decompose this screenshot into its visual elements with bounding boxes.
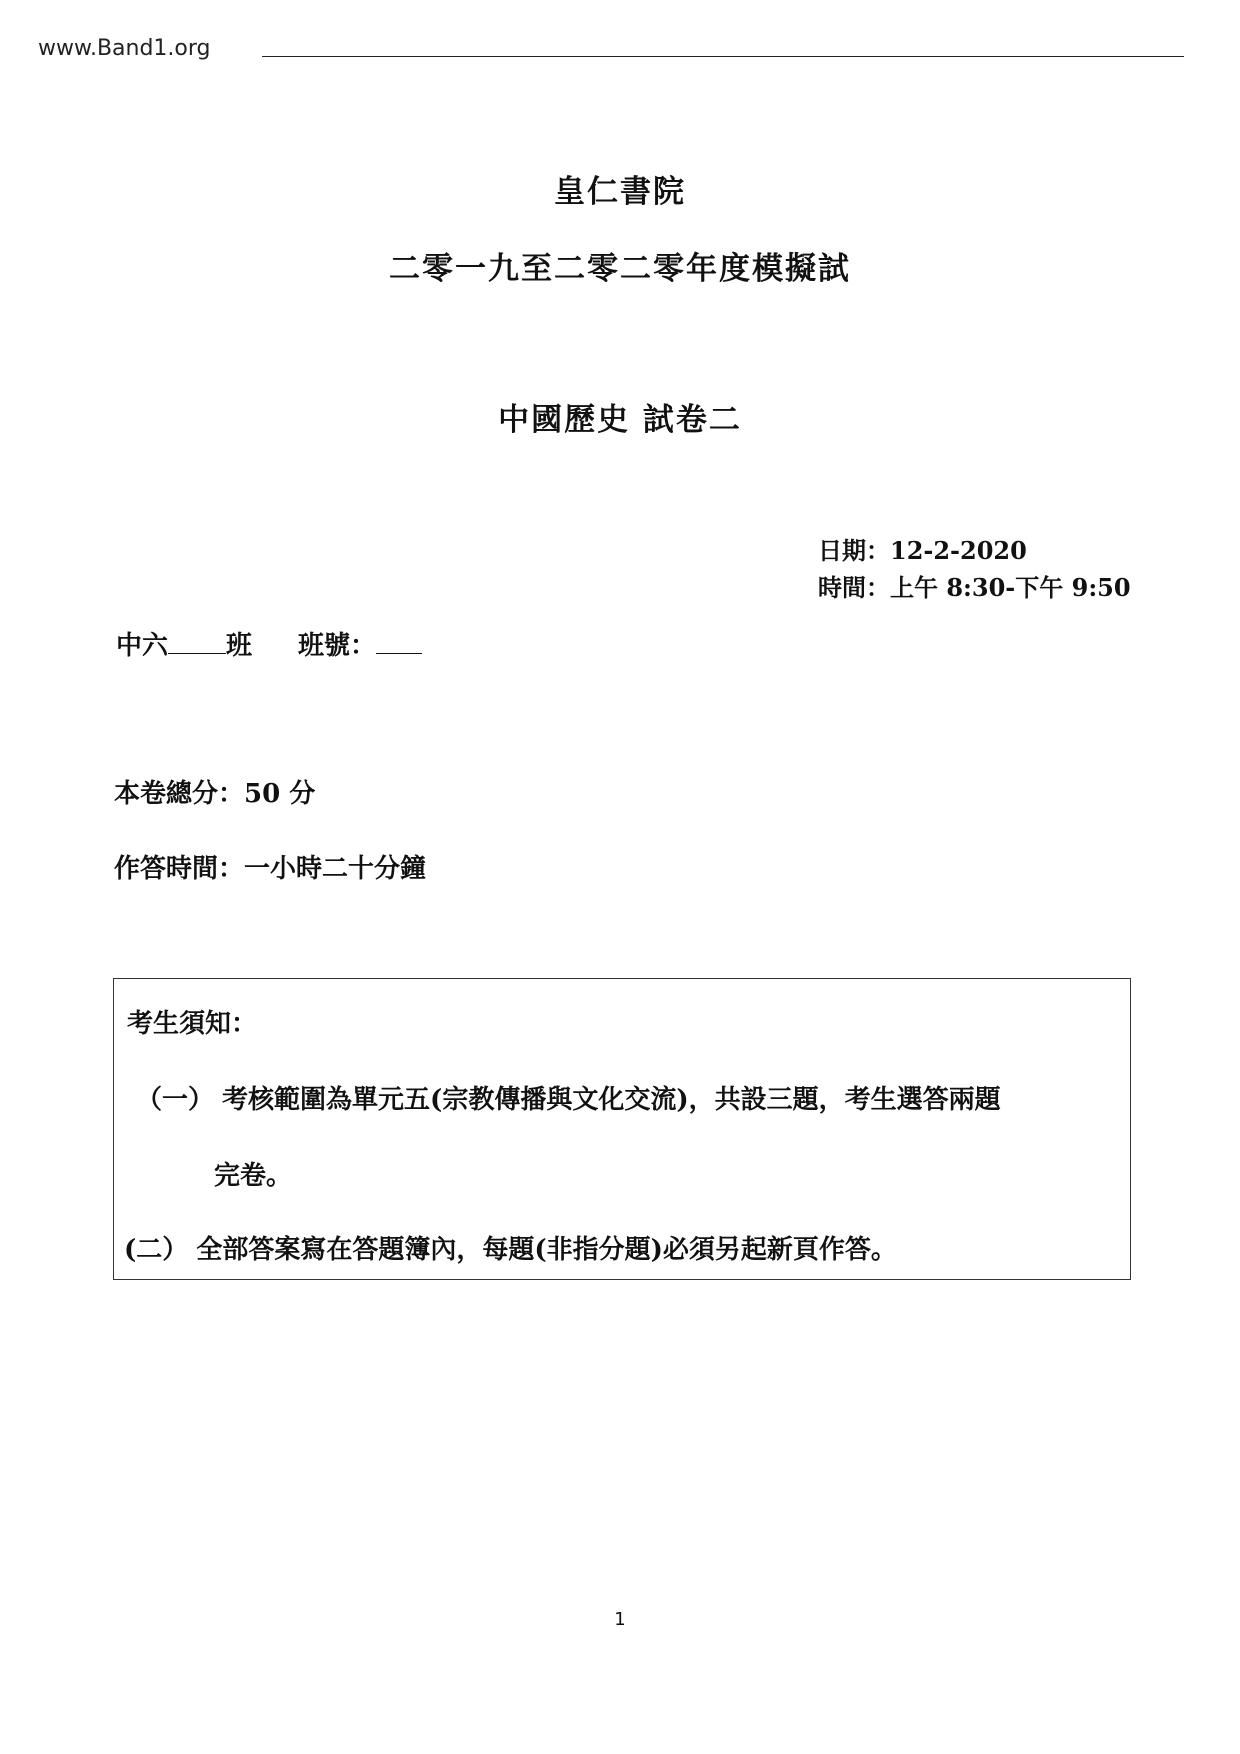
notice-item-2-text: 全部答案寫在答題簿內，每題(非指分題)必須另起新頁作答。 xyxy=(196,1235,897,1265)
notice-item-2-number: (二） xyxy=(124,1235,189,1265)
header-rule xyxy=(262,56,1184,57)
date-value: 12-2-2020 xyxy=(890,536,1027,565)
notice-title: 考生須知： xyxy=(127,1009,258,1039)
time-label: 時間： xyxy=(818,573,890,602)
date-line xyxy=(818,531,1027,566)
total-marks-value: 50 分 xyxy=(244,779,316,809)
duration-value: 一小時二十分鐘 xyxy=(244,854,427,884)
notice-item-1 xyxy=(136,1079,1001,1116)
duration-label: 作答時間： xyxy=(114,854,245,884)
candidate-notice-box xyxy=(113,978,1131,1280)
exam-year-title: 二零一九至二零二零年度模擬試 xyxy=(389,251,851,287)
notice-item-2 xyxy=(124,1229,897,1266)
time-line xyxy=(818,568,1131,603)
notice-item-1-number: （一） xyxy=(136,1085,215,1115)
class-number-blank[interactable] xyxy=(376,627,422,654)
class-label: 班 xyxy=(226,631,253,661)
school-name: 皇仁書院 xyxy=(554,174,686,210)
total-marks-label: 本卷總分： xyxy=(114,779,245,809)
time-value: 上午 8:30-下午 9:50 xyxy=(890,573,1131,602)
header-site-name: www.Band1.org xyxy=(38,36,211,61)
notice-item-1-text: 考核範圍為單元五(宗教傳播與文化交流)，共設三題，考生選答兩題 xyxy=(222,1085,1001,1115)
form-label: 中六 xyxy=(116,631,169,661)
class-line xyxy=(116,625,422,662)
duration-line xyxy=(114,848,426,885)
class-blank[interactable] xyxy=(168,627,226,654)
notice-item-1-continuation: 完卷。 xyxy=(214,1161,293,1191)
page-number: 1 xyxy=(614,1609,626,1630)
date-label: 日期： xyxy=(818,536,890,565)
class-number-label: 班號： xyxy=(298,631,377,661)
total-marks-line xyxy=(114,773,315,810)
paper-title: 中國歷史 試卷二 xyxy=(498,402,742,438)
